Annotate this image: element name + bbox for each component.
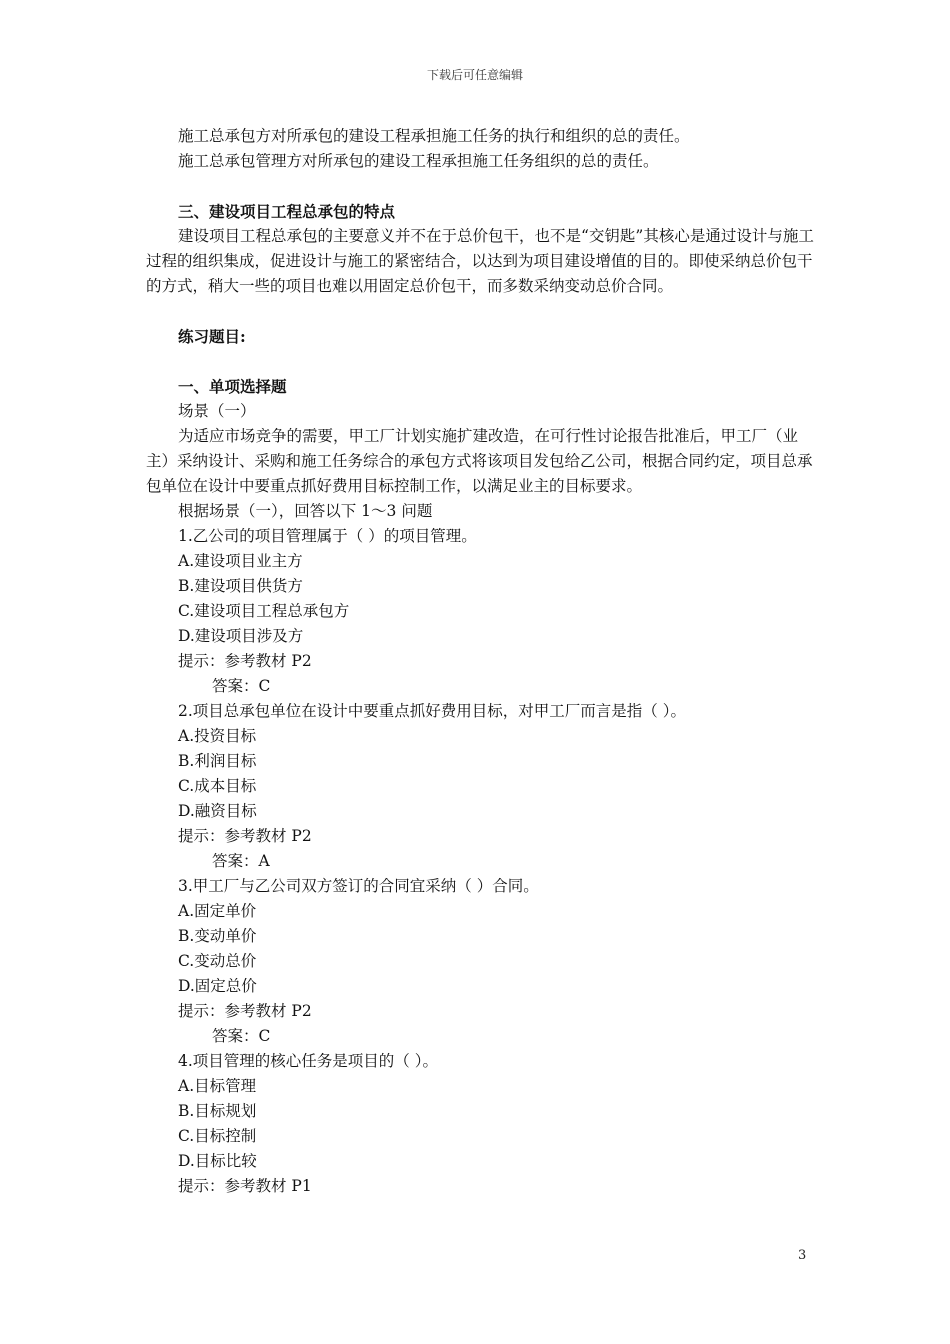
option: B.利润目标 [178, 752, 257, 770]
document-body [146, 124, 818, 1199]
option: A.建设项目业主方 [178, 552, 303, 570]
option: D.建设项目涉及方 [178, 627, 304, 645]
option: A.投资目标 [178, 727, 257, 745]
question-text: 3.甲工厂与乙公司双方签订的合同宜采纳（ ）合同。 [178, 877, 539, 895]
option: B.目标规划 [178, 1102, 257, 1120]
question-text: 1.乙公司的项目管理属于（ ）的项目管理。 [178, 527, 477, 545]
section-title: 三、建设项目工程总承包的特点 [178, 202, 396, 221]
hint: 提示：参考教材 P2 [178, 652, 312, 670]
question-text: 2.项目总承包单位在设计中要重点抓好费用目标，对甲工厂而言是指（ ）。 [178, 702, 686, 720]
option: C.变动总价 [178, 952, 257, 970]
answer: 答案：A [212, 852, 270, 870]
scene-text: 为适应市场竞争的需要，甲工厂计划实施扩建改造，在可行性讨论报告批准后，甲工厂（业主）采纳设计、采购和施工任务综合的承包方式将该项目发包给乙公司，根据合同约定，项目总承包单位在设计中要重点抓好费用目标控制工作，以满足业主的目标要求。 [146, 427, 813, 495]
question-text: 4.项目管理的核心任务是项目的（ ）。 [178, 1052, 438, 1070]
page-number: 3 [798, 1248, 807, 1263]
option: C.目标控制 [178, 1127, 257, 1145]
answer: 答案：C [212, 1027, 271, 1045]
option: B.变动单价 [178, 927, 257, 945]
option: C.建设项目工程总承包方 [178, 602, 350, 620]
option: D.固定总价 [178, 977, 257, 995]
option: A.固定单价 [178, 902, 257, 920]
exercise-title: 练习题目: [178, 327, 246, 346]
option: D.融资目标 [178, 802, 257, 820]
scene-instruction: 根据场景（一），回答以下 1～3 问题 [178, 502, 433, 520]
option: B.建设项目供货方 [178, 577, 303, 595]
intro-line: 施工总承包方对所承包的建设工程承担施工任务的执行和组织的总的责任。 [178, 127, 690, 145]
intro-line: 施工总承包管理方对所承包的建设工程承担施工任务组织的总的责任。 [178, 152, 659, 170]
option: A.目标管理 [178, 1077, 257, 1095]
page-header: 下载后可任意编辑 [426, 68, 523, 82]
hint: 提示：参考教材 P2 [178, 1002, 312, 1020]
answer: 答案：C [212, 677, 271, 695]
section-body: 建设项目工程总承包的主要意义并不在于总价包干，也不是“交钥匙”其核心是通过设计与施工过程的组织集成，促进设计与施工的紧密结合，以达到为项目建设增值的目的。即使采纳总价包干的方式，稍大一些的项目也难以用固定总价包干，而多数采纳变动总价合同。 [146, 227, 814, 295]
option: D.目标比较 [178, 1152, 257, 1170]
option: C.成本目标 [178, 777, 257, 795]
hint: 提示：参考教材 P2 [178, 827, 312, 845]
scene-label: 场景（一） [178, 402, 256, 420]
hint: 提示：参考教材 P1 [178, 1177, 312, 1195]
part-title: 一、单项选择题 [178, 377, 287, 396]
